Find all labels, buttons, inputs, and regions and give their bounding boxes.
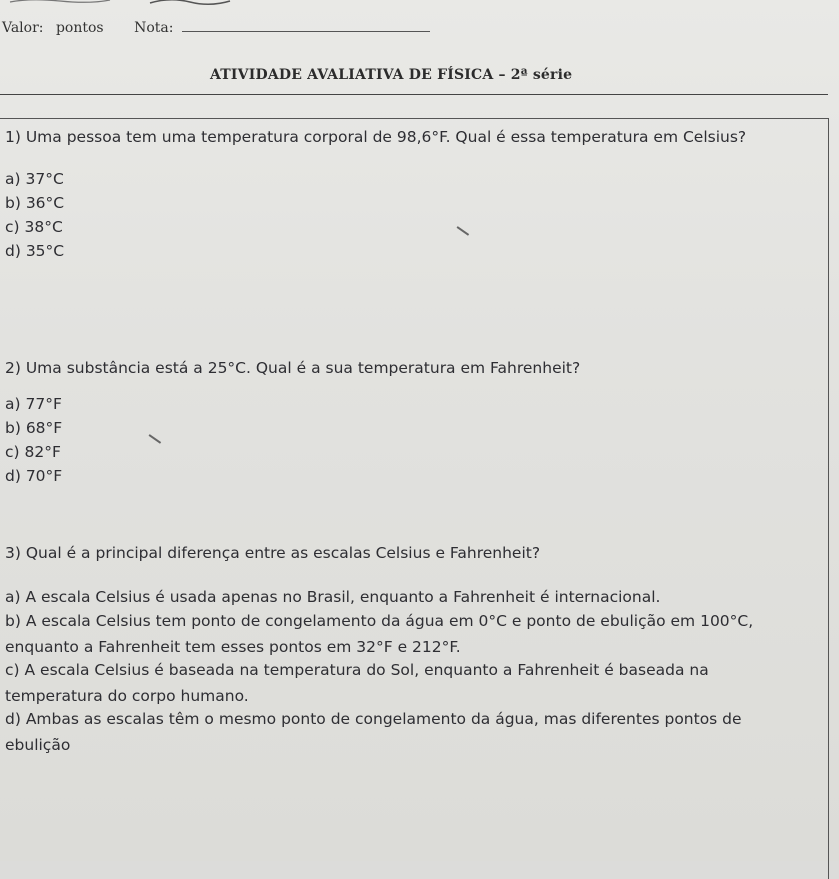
- pontos-label: pontos: [55, 20, 104, 36]
- page-title: ATIVIDADE AVALIATIVA DE FÍSICA – 2ª série: [210, 67, 573, 83]
- question-1-option-a: a) 37°C: [5, 170, 64, 188]
- question-3-option-a: a) A escala Celsius é usada apenas no Brasil, enquanto a Fahrenheit é internacional.: [5, 588, 661, 606]
- question-1-option-c: c) 38°C: [5, 218, 63, 236]
- question-3-option-d: d) Ambas as escalas têm o mesmo ponto de congelamento da água, mas diferentes pontos de: [5, 710, 742, 728]
- question-2-option-c: c) 82°F: [5, 443, 61, 461]
- question-1-option-d: d) 35°C: [5, 242, 65, 260]
- question-3-option-d-cont: ebulição: [5, 736, 71, 754]
- question-3-option-b-cont: enquanto a Fahrenheit tem esses pontos em 32°F e 212°F.: [5, 638, 461, 656]
- question-1-option-b: b) 36°C: [5, 194, 65, 212]
- question-1-prompt: 1) Uma pessoa tem uma temperatura corporal de 98,6°F. Qual é essa temperatura em Celsius?: [5, 128, 747, 146]
- valor-label: Valor:: [2, 20, 44, 36]
- handwritten-scribble: [0, 0, 240, 6]
- question-3-option-b: b) A escala Celsius tem ponto de congelamento da água em 0°C e ponto de ebulição em 100°C,: [5, 612, 754, 630]
- question-2-option-d: d) 70°F: [5, 467, 63, 485]
- question-3-option-c-cont: temperatura do corpo humano.: [5, 687, 249, 705]
- questions-frame: [0, 118, 829, 879]
- title-box: [0, 44, 828, 95]
- nota-label: Nota:: [134, 20, 174, 36]
- question-3-option-c: c) A escala Celsius é baseada na temperatura do Sol, enquanto a Fahrenheit é baseada na: [5, 661, 709, 679]
- question-3-prompt: 3) Qual é a principal diferença entre as escalas Celsius e Fahrenheit?: [5, 544, 541, 562]
- question-2-option-b: b) 68°F: [5, 419, 63, 437]
- question-2-option-a: a) 77°F: [5, 395, 62, 413]
- nota-blank-line: [182, 30, 430, 32]
- question-2-prompt: 2) Uma substância está a 25°C. Qual é a sua temperatura em Fahrenheit?: [5, 359, 581, 377]
- header-row: [2, 20, 430, 36]
